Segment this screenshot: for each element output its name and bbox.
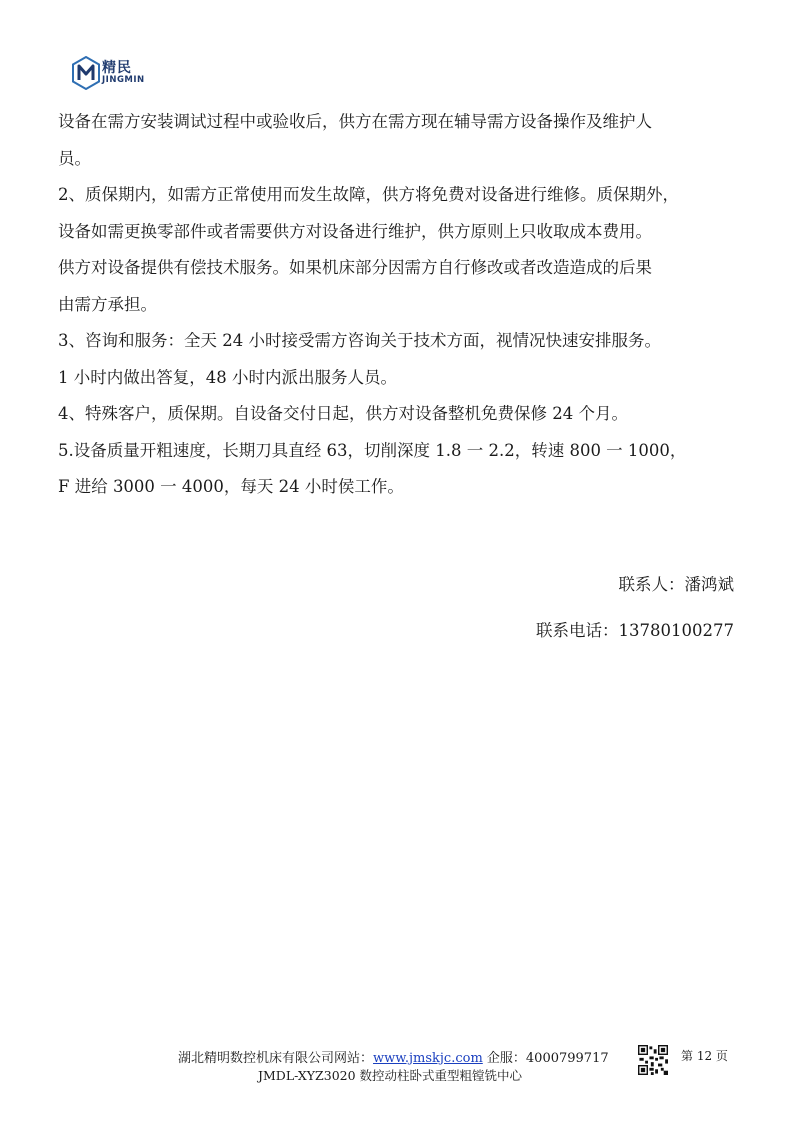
contact-phone: 联系电话：13780100277 (536, 621, 734, 640)
body-line: F 进给 3000 一 4000，每天 24 小时侯工作。 (58, 477, 404, 496)
body-line: 1 小时内做出答复，48 小时内派出服务人员。 (58, 367, 397, 387)
body-text (58, 104, 748, 506)
footer-company-line (178, 1047, 609, 1066)
body-line: 2、质保期内，如需方正常使用而发生故障，供方将免费对设备进行维修。质保期外， (58, 185, 679, 204)
body-line: 4、特殊客户，质保期。自设备交付日起，供方对设备整机免费保修 24 个月。 (58, 404, 628, 423)
footer-model-line: JMDL-XYZ3020 数控动柱卧式重型粗镗铣中心 (258, 1068, 523, 1083)
body-line: 设备在需方安装调试过程中或验收后，供方在需方现在辅导需方设备操作及维护人 (58, 112, 652, 131)
company-logo (72, 56, 192, 96)
body-line: 5.设备质量开粗速度，长期刀具直经 63，切削深度 1.8 一 2.2，转速 800 一 1000， (58, 440, 687, 460)
footer-website-link[interactable]: www.jmskjc.com (373, 1051, 483, 1066)
body-line: 设备如需更换零部件或者需要供方对设备进行维护，供方原则上只收取成本费用。 (58, 221, 652, 241)
qr-code-icon (638, 1045, 668, 1075)
body-line: 员。 (58, 148, 91, 168)
logo-english-text: JINGMIN (102, 75, 145, 85)
body-line: 供方对设备提供有偿技术服务。如果机床部分因需方自行修改或者改造造成的后果 (58, 258, 652, 277)
logo-mark-icon (72, 56, 100, 90)
body-line: 由需方承担。 (58, 294, 157, 314)
logo-chinese-text: 精民 (102, 60, 132, 76)
footer-service-hotline: 企服：4000799717 (482, 1051, 609, 1066)
footer-company-prefix: 湖北精明数控机床有限公司网站： (178, 1051, 374, 1066)
page-number: 第 12 页 (681, 1049, 728, 1063)
body-line: 3、咨询和服务：全天 24 小时接受需方咨询关于技术方面，视情况快速安排服务。 (58, 331, 661, 350)
contact-person: 联系人：潘鸿斌 (618, 575, 734, 594)
